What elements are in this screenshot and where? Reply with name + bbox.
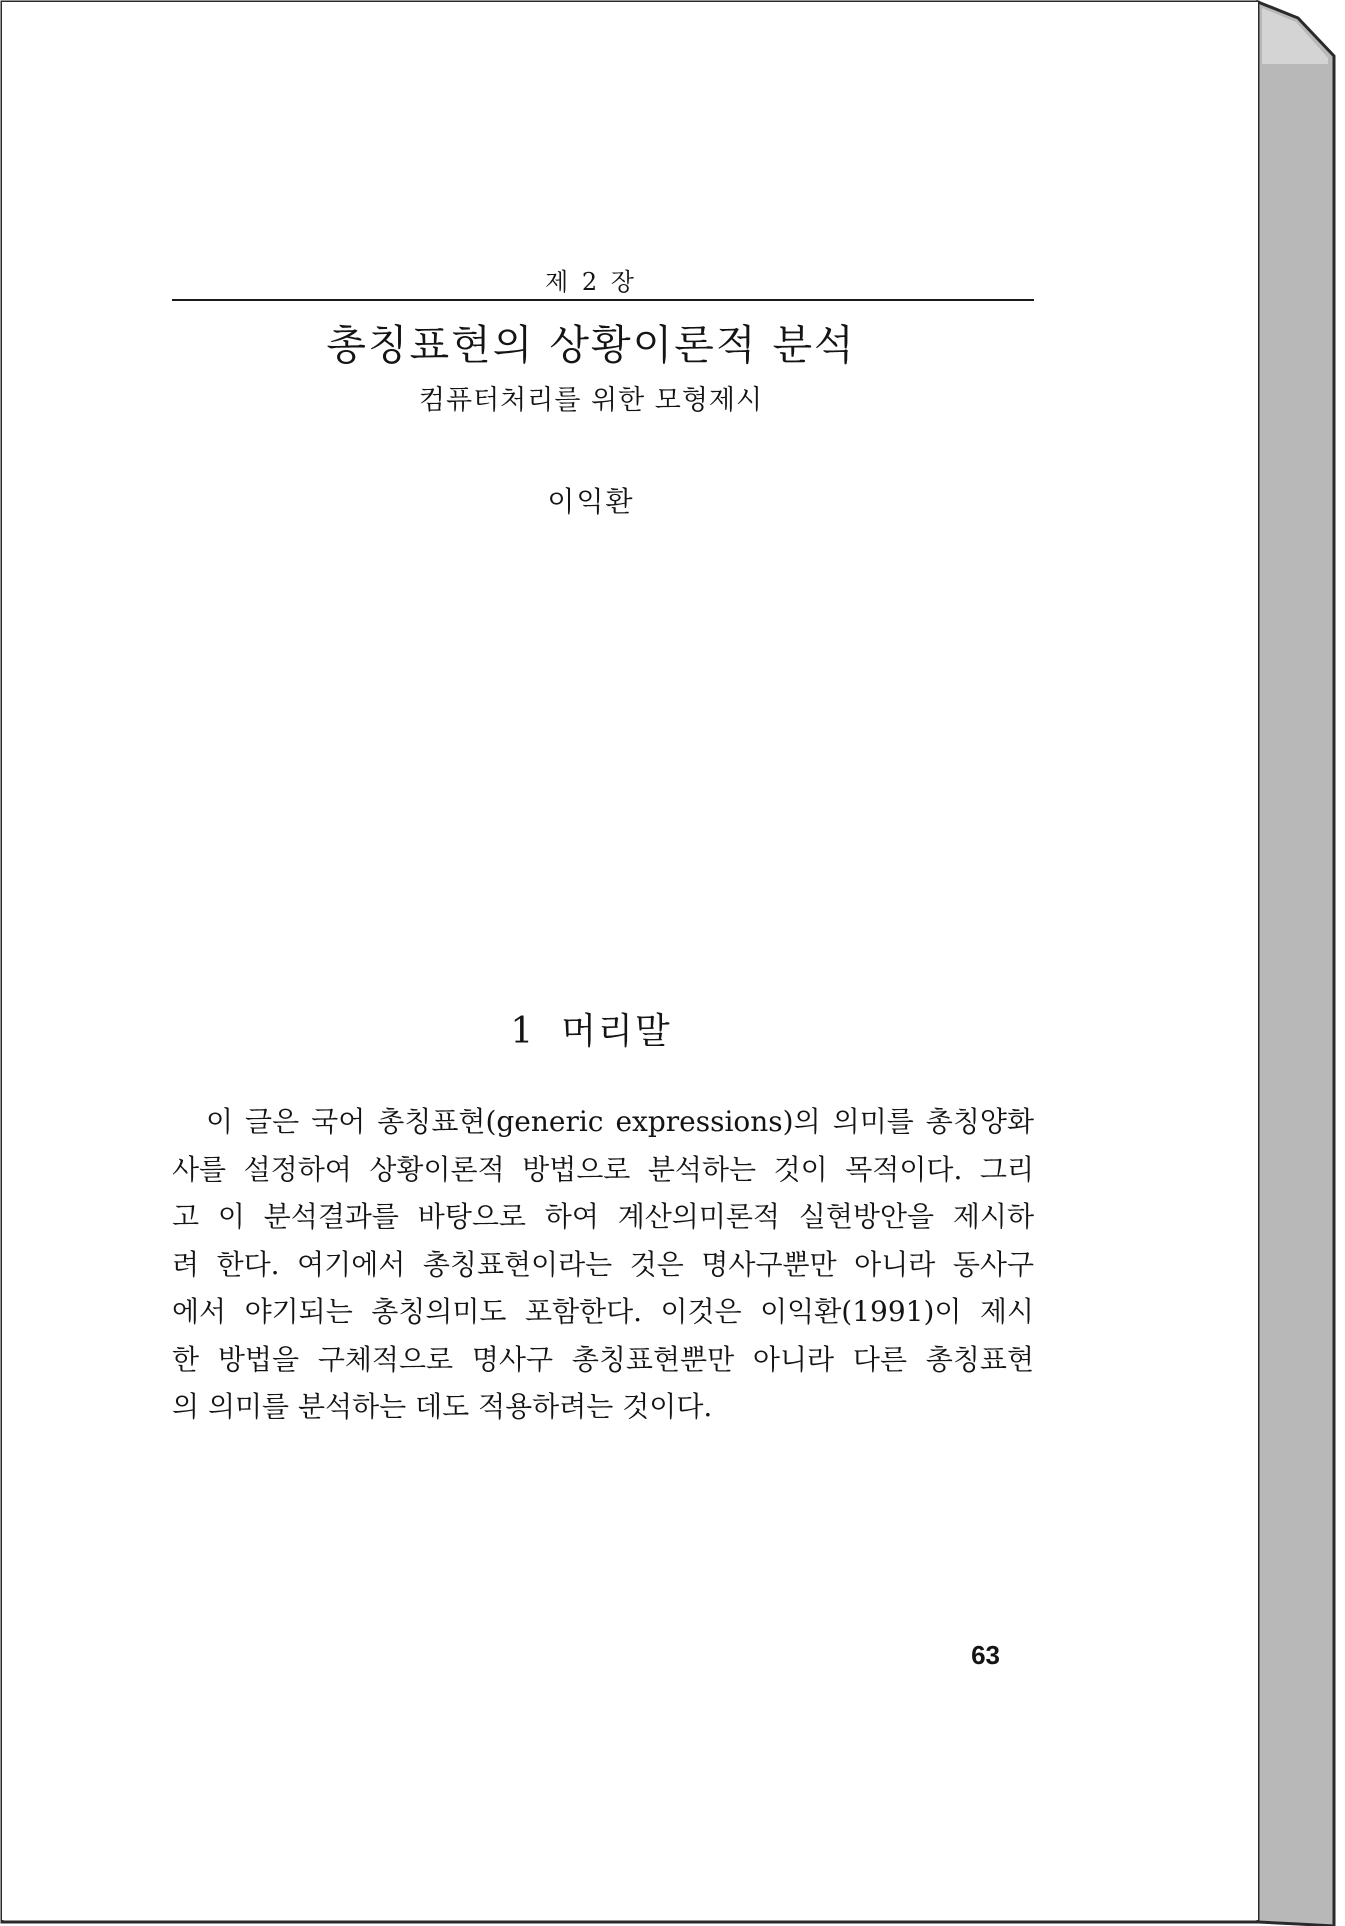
body-line: 에서 야기되는 총칭의미도 포함한다. 이것은 이익환(1991)이 제시 [172,1295,1034,1328]
page-edge [1258,2,1334,1926]
body-line: 의 의미를 분석하는 데도 적용하려는 것이다. [172,1390,713,1423]
section-number: 1 [510,1011,536,1052]
section-heading [0,1003,1182,1054]
section-title: 머리말 [561,1011,672,1052]
body-line: 사를 설정하여 상황이론적 방법으로 분석하는 것이 목적이다. 그리 [172,1152,1034,1186]
body-line: 고 이 분석결과를 바탕으로 하여 계산의미론적 실현방안을 제시하 [172,1200,1034,1233]
page-number: 63 [971,1640,1000,1670]
body-line: 이 글은 국어 총칭표현(generic expressions)의 의미를 총칭양화 [206,1105,1034,1138]
chapter-title: 총칭표현의 상황이론적 분석 [326,321,856,369]
author-name: 이익환 [547,485,635,518]
body-line: 려 한다. 여기에서 총칭표현이라는 것은 명사구뿐만 아니라 동사구 [172,1247,1034,1281]
chapter-rule [172,299,1034,301]
body-paragraph [172,1098,1034,1431]
body-line: 한 방법을 구체적으로 명사구 총칭표현뿐만 아니라 다른 총칭표현 [172,1342,1034,1376]
chapter-subtitle: 컴퓨터처리를 위한 모형제시 [418,385,764,416]
chapter-label: 제 2 장 [545,268,637,296]
